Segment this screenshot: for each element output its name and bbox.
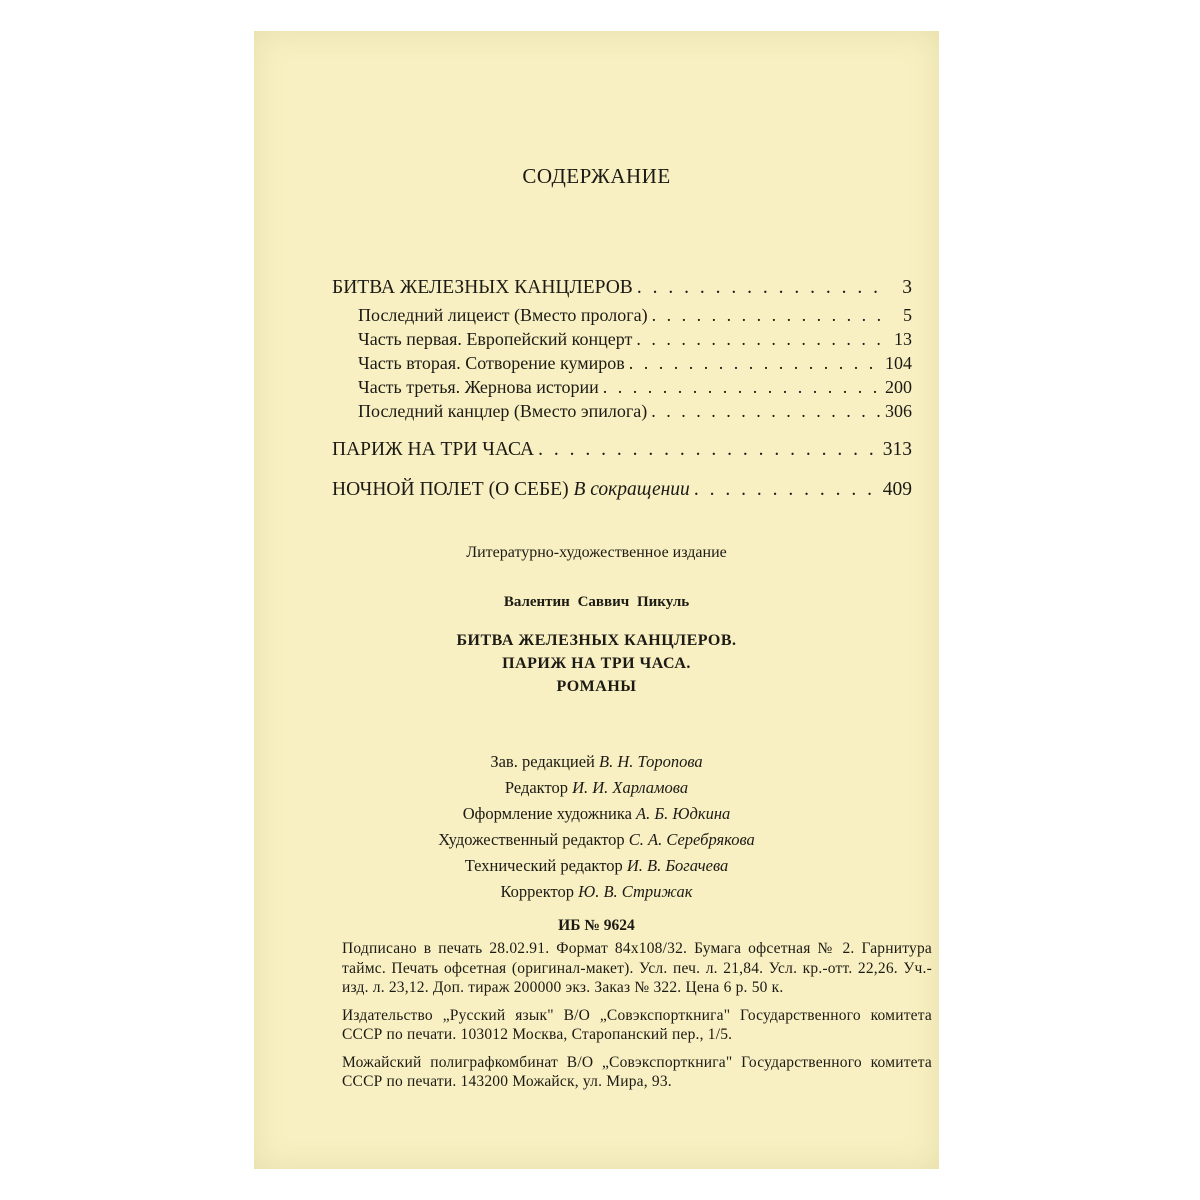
toc-entry-part-three [358,377,912,398]
toc-entry-prologue [358,305,912,326]
toc-page-number: 5 [903,305,912,325]
toc-leader [648,305,880,326]
book-title-line: БИТВА ЖЕЛЕЗНЫХ КАНЦЛЕРОВ. [456,632,737,649]
credit-line: Редактор И. И. Харламова [504,778,689,797]
toc-leader [632,329,880,350]
toc-entry-part-two [358,353,912,374]
book-title-line: РОМАНЫ [556,678,637,695]
edition-type: Литературно-художественное издание [466,544,727,561]
toc-title: НОЧНОЙ ПОЛЕТ (О СЕБЕ) В сокращении [332,479,690,500]
book-title-block [254,629,939,698]
toc-page-number: 409 [882,479,912,500]
toc-entry-night-flight [332,479,912,501]
toc-entry-paris [332,439,912,461]
toc-page-number: 313 [882,439,912,460]
toc-page-number: 200 [885,377,912,397]
toc-title: Часть вторая. Сотворение кумиров [358,353,625,373]
toc-title: Последний канцлер (Вместо эпилога) [358,401,648,421]
publisher-info: Издательство „Русский язык" В/О „Совэкспорткнига" Государственного комитета СССР по печати. 103012 Москва, Старопанский пер., 1/5. [342,1006,932,1043]
print-info: Подписано в печать 28.02.91. Формат 84х108/32. Бумага офсетная № 2. Гарнитура таймс. Печать офсетная (оригинал-макет). Усл. печ. л. 21,84. Усл. кр.-отт. 22,26. Уч.-изд. л. 23,12. Доп. тираж 200000 экз. Заказ № 322. Цена 6 р. 50 к. [342,940,932,996]
contents-heading: СОДЕРЖАНИЕ [522,164,671,188]
book-page [254,31,939,1169]
toc-page-number: 104 [885,353,912,373]
toc-entry-part-one [358,329,912,350]
toc-note: В сокращении [573,479,690,500]
toc-title: Часть третья. Жернова истории [358,377,599,397]
toc-leader [633,277,880,299]
toc-page-number: 3 [902,277,912,298]
imprint-block [342,939,932,1100]
toc-leader [534,439,880,461]
ib-number: ИБ № 9624 [558,917,635,934]
credits-list [254,749,939,905]
toc-leader [625,353,880,374]
toc-entry-epilogue [358,401,912,422]
toc-title: Часть первая. Европейский концерт [358,329,633,349]
book-title-line: ПАРИЖ НА ТРИ ЧАСА. [502,655,691,672]
printer-info: Можайский полиграфкомбинат В/О „Совэкспорткнига" Государственного комитета СССР по печати. 143200 Можайск, ул. Мира, 93. [342,1053,932,1090]
author-name: Валентин Саввич Пикуль [503,594,690,610]
toc-leader [690,479,880,501]
toc-title: БИТВА ЖЕЛЕЗНЫХ КАНЦЛЕРОВ [332,277,633,298]
toc-page-number: 13 [894,329,912,349]
credit-line: Зав. редакцией В. Н. Торопова [490,752,703,771]
toc-title: ПАРИЖ НА ТРИ ЧАСА [332,439,535,460]
toc-entry-battle [332,277,912,299]
toc-title: Последний лицеист (Вместо пролога) [358,305,648,325]
toc-leader [599,377,880,398]
credit-line: Корректор Ю. В. Стрижак [500,882,693,901]
credit-line: Оформление художника А. Б. Юдкина [462,804,731,823]
credit-line: Художественный редактор С. А. Серебрякова [438,830,755,849]
toc-page-number: 306 [885,401,912,421]
toc-leader [647,401,880,422]
credit-line: Технический редактор И. В. Богачева [464,856,729,875]
